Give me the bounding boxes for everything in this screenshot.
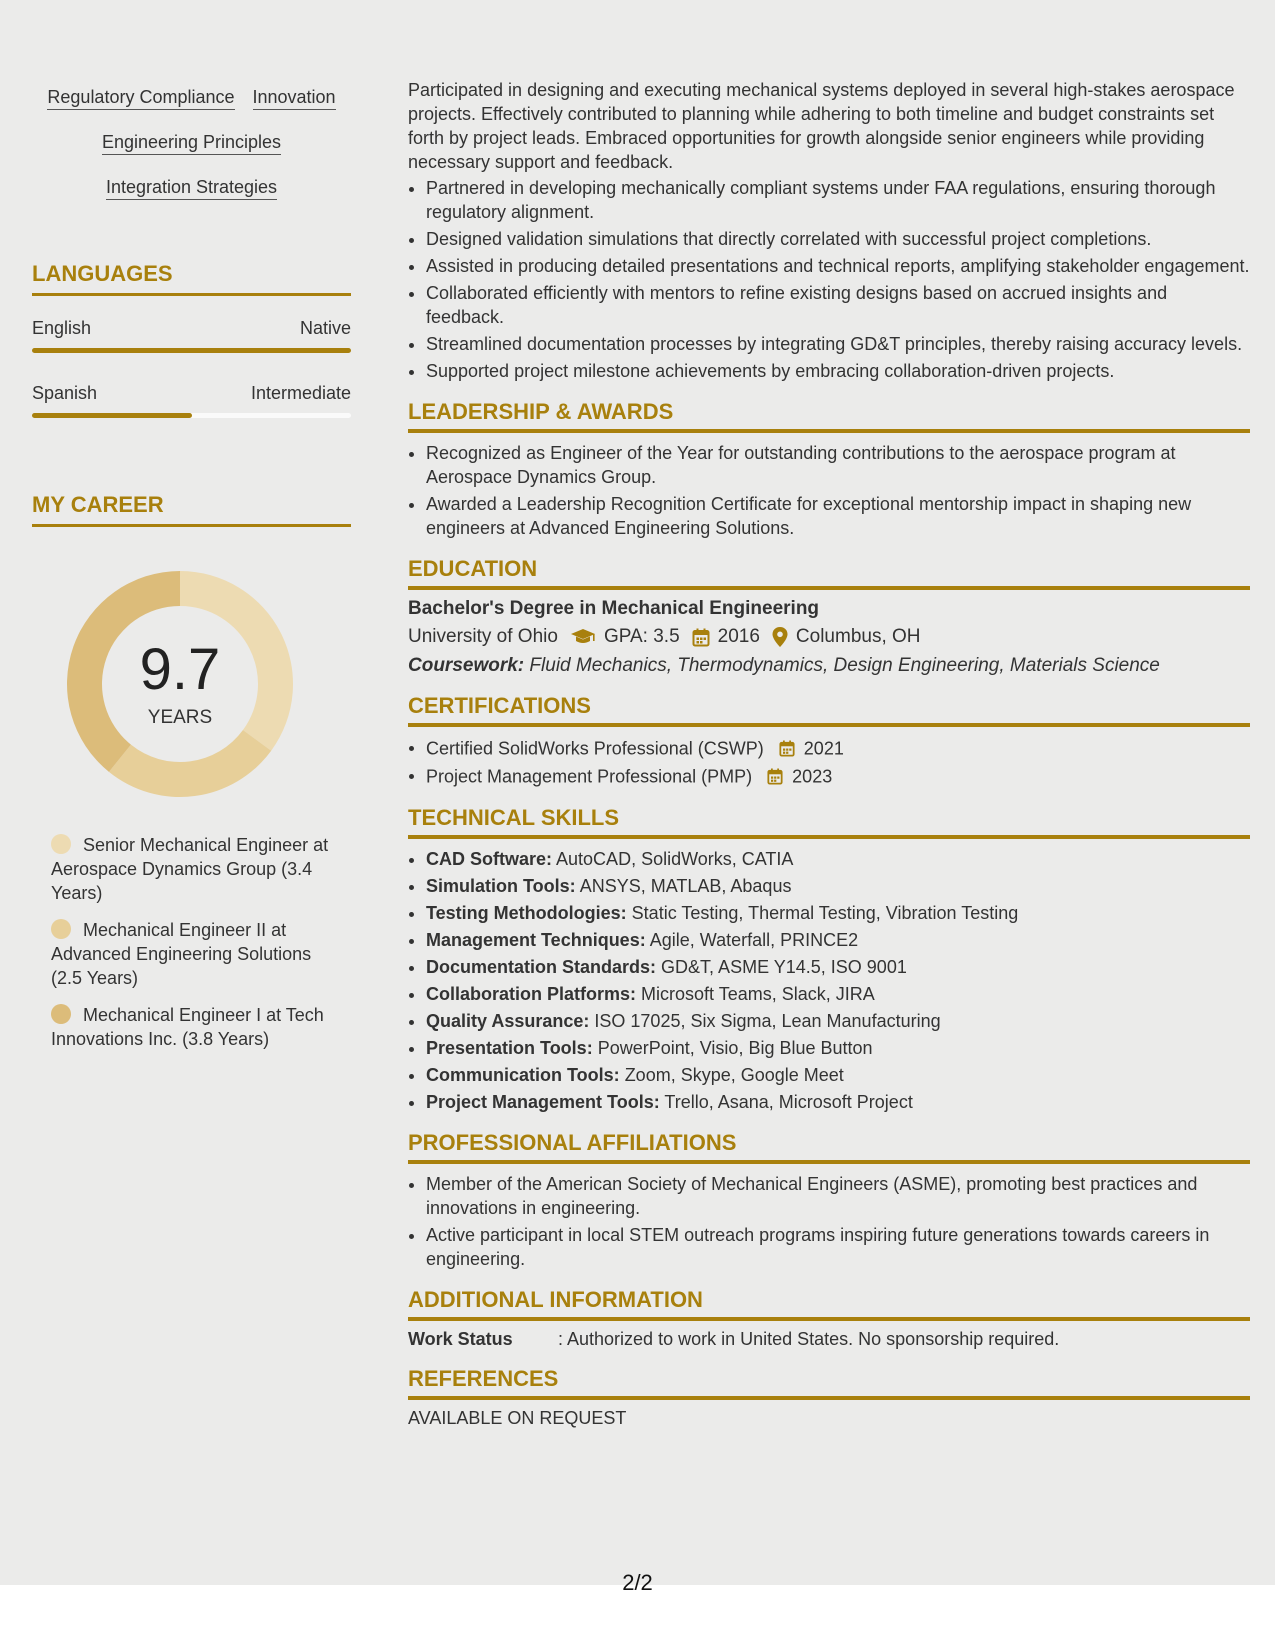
list-item: • Partnered in developing mechanically compliant systems under FAA regulations, ensuring thorough regulatory alignment. (426, 176, 1250, 224)
work-status-value: : Authorized to work in United States. No sponsorship required. (558, 1328, 1060, 1349)
list-item (426, 1063, 1250, 1087)
tag-row (32, 123, 351, 168)
legend-swatch (51, 834, 71, 854)
leadership-heading: LEADERSHIP & AWARDS (408, 399, 1250, 433)
list-item: • Assisted in producing detailed presentations and technical reports, amplifying stakeholder engagement. (426, 254, 1250, 278)
location-pin-icon (772, 627, 788, 647)
skill-tag: Innovation (253, 78, 336, 110)
legend-label: Mechanical Engineer I at Tech Innovations Inc. (3.8 Years) (51, 1005, 324, 1049)
list-item (426, 982, 1250, 1006)
list-item (426, 735, 1250, 760)
skill-label: Management Techniques: (426, 929, 646, 950)
career-total-years: 9.7 (139, 637, 221, 702)
references-value: AVAILABLE ON REQUEST (408, 1407, 627, 1428)
education-gpa: GPA: 3.5 (603, 626, 680, 647)
language-bar-fill (32, 348, 351, 353)
skill-label: Quality Assurance: (426, 1010, 590, 1031)
skill-tag: Regulatory Compliance (47, 78, 234, 110)
education-coursework (408, 655, 1250, 677)
affiliations-list (408, 1172, 1250, 1271)
tag-row (32, 168, 351, 213)
skill-label: Communication Tools: (426, 1064, 620, 1085)
list-item (426, 874, 1250, 898)
career-legend-item (51, 833, 341, 905)
skill-value: Microsoft Teams, Slack, JIRA (641, 983, 875, 1004)
skill-value: ANSYS, MATLAB, Abaqus (579, 875, 792, 896)
legend-label: Senior Mechanical Engineer at Aerospace Dynamics Group (3.4 Years) (51, 835, 329, 903)
list-item (426, 1009, 1250, 1033)
calendar-icon (692, 628, 710, 647)
career-legend (51, 833, 341, 1051)
skill-label: Documentation Standards: (426, 956, 657, 977)
right-column (408, 78, 1250, 1429)
coursework-label: Coursework: (408, 655, 525, 676)
career-legend-item (51, 918, 341, 990)
education-details (408, 626, 1250, 648)
skill-value: Static Testing, Thermal Testing, Vibration Testing (631, 902, 1019, 923)
list-item: • Streamlined documentation processes by integrating GD&T principles, thereby raising accuracy levels. (426, 332, 1250, 356)
experience-summary: Participated in designing and executing mechanical systems deployed in several high-stakes aerospace projects. Effectively contributed to planning while adhering to both timeline and budget constraints set forth by project leads. Embraced opportunities for growth alongside senior engineers while providing necessary support and feedback. (408, 80, 1235, 172)
certifications-heading: CERTIFICATIONS (408, 693, 1250, 727)
skill-value: Zoom, Skype, Google Meet (624, 1064, 844, 1085)
work-status-label: Work Status (408, 1328, 513, 1349)
calendar-icon (767, 768, 783, 785)
language-level: Native (299, 318, 351, 338)
leadership-list (408, 441, 1250, 540)
language-bar (32, 348, 351, 353)
calendar-icon (779, 740, 795, 757)
skill-value: Trello, Asana, Microsoft Project (664, 1091, 913, 1112)
skill-value: AutoCAD, SolidWorks, CATIA (556, 848, 794, 869)
language-english (32, 318, 351, 353)
skill-label: Simulation Tools: (426, 875, 576, 896)
list-item: • Member of the American Society of Mechanical Engineers (ASME), promoting best practices and innovations in engineering. (426, 1172, 1250, 1220)
list-item: • Supported project milestone achievements by embracing collaboration-driven projects. (426, 359, 1250, 383)
career-years-label: YEARS (147, 707, 213, 728)
skill-label: CAD Software: (426, 848, 553, 869)
language-level: Intermediate (250, 383, 351, 403)
skill-label: Testing Methodologies: (426, 902, 627, 923)
certification-year: 2021 (803, 738, 844, 759)
list-item: • Collaborated efficiently with mentors to refine existing designs based on accrued insights and feedback. (426, 281, 1250, 329)
experience-bullets (408, 176, 1250, 383)
left-column (32, 78, 351, 1064)
list-item: • Awarded a Leadership Recognition Certificate for exceptional mentorship impact in shaping new engineers at Advanced Engineering Solutions. (426, 492, 1250, 540)
skill-value: Agile, Waterfall, PRINCE2 (649, 929, 859, 950)
skill-label: Presentation Tools: (426, 1037, 593, 1058)
tag-row (32, 78, 351, 123)
certification-year: 2023 (792, 766, 833, 787)
affiliations-heading: PROFESSIONAL AFFILIATIONS (408, 1130, 1250, 1164)
legend-label: Mechanical Engineer II at Advanced Engineering Solutions (2.5 Years) (51, 920, 312, 988)
skill-value: PowerPoint, Visio, Big Blue Button (597, 1037, 873, 1058)
skill-value: ISO 17025, Six Sigma, Lean Manufacturing (594, 1010, 941, 1031)
education-heading: EDUCATION (408, 556, 1250, 590)
list-item: • Active participant in local STEM outreach programs inspiring future generations towards careers in engineering. (426, 1223, 1250, 1271)
references-heading: REFERENCES (408, 1366, 1250, 1400)
education-year: 2016 (717, 626, 760, 647)
page-number: 2/2 (622, 1570, 653, 1595)
certifications-list (408, 735, 1250, 789)
language-name: English (32, 318, 92, 338)
skill-value: GD&T, ASME Y14.5, ISO 9001 (661, 956, 907, 977)
list-item: • Designed validation simulations that directly correlated with successful project completions. (426, 227, 1250, 251)
legend-swatch (51, 919, 71, 939)
education-degree: Bachelor's Degree in Mechanical Engineering (408, 598, 820, 619)
list-item (426, 928, 1250, 952)
skill-tags (32, 78, 351, 213)
legend-swatch (51, 1004, 71, 1024)
career-heading: MY CAREER (32, 492, 351, 527)
education-location: Columbus, OH (795, 626, 921, 647)
language-spanish (32, 383, 351, 418)
coursework-value: Fluid Mechanics, Thermodynamics, Design Engineering, Materials Science (529, 655, 1160, 676)
skill-tag: Integration Strategies (106, 168, 277, 200)
language-bar-fill (32, 413, 192, 418)
languages-heading: LANGUAGES (32, 261, 351, 296)
list-item: • Recognized as Engineer of the Year for outstanding contributions to the aerospace program at Aerospace Dynamics Group. (426, 441, 1250, 489)
list-item (426, 763, 1250, 788)
list-item (426, 1036, 1250, 1060)
list-item (426, 847, 1250, 871)
work-status (408, 1329, 1250, 1350)
skill-tag: Engineering Principles (102, 123, 281, 155)
technical-skills-heading: TECHNICAL SKILLS (408, 805, 1250, 839)
technical-skills-list (408, 847, 1250, 1114)
skill-label: Collaboration Platforms: (426, 983, 637, 1004)
career-legend-item (51, 1003, 341, 1051)
skill-label: Project Management Tools: (426, 1091, 660, 1112)
language-name: Spanish (32, 383, 98, 403)
list-item (426, 1090, 1250, 1114)
list-item (426, 955, 1250, 979)
certification-name: Project Management Professional (PMP) (426, 766, 753, 787)
graduation-cap-icon (570, 628, 596, 646)
list-item (426, 901, 1250, 925)
certification-name: Certified SolidWorks Professional (CSWP) (426, 738, 764, 759)
additional-info-heading: ADDITIONAL INFORMATION (408, 1287, 1250, 1321)
education-school: University of Ohio (408, 626, 558, 647)
language-bar (32, 413, 351, 418)
career-donut-chart (65, 569, 295, 799)
